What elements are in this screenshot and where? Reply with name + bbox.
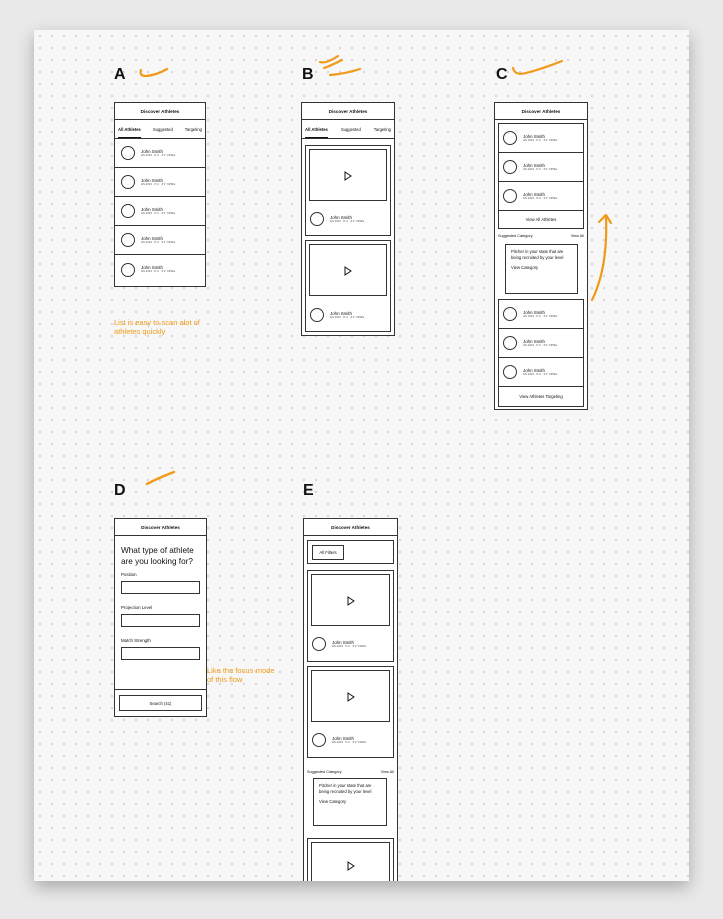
video-thumbnail[interactable] bbox=[311, 842, 390, 881]
athlete-meta: HS 2023 · P-C · 6'1" 195lbs bbox=[141, 152, 176, 157]
screen-title: Discover Athletes bbox=[495, 103, 587, 120]
label-d: D bbox=[114, 482, 126, 499]
athlete-name: John Smith bbox=[332, 639, 354, 645]
play-icon bbox=[346, 692, 356, 702]
athlete-name: John Smith bbox=[141, 265, 163, 271]
avatar bbox=[312, 733, 326, 747]
match-strength-field[interactable] bbox=[121, 647, 200, 660]
athlete-meta: HS 2023 · P-C · 6'1" 195lbs bbox=[141, 210, 176, 215]
video-thumbnail[interactable] bbox=[309, 149, 387, 201]
athlete-row[interactable] bbox=[115, 255, 205, 284]
athlete-meta: HS 2023 · P-C · 6'1" 195lbs bbox=[523, 166, 558, 171]
athlete-name: John Smith bbox=[523, 309, 545, 315]
athlete-video-card[interactable] bbox=[305, 145, 391, 236]
athlete-name: John Smith bbox=[523, 191, 545, 197]
avatar bbox=[121, 146, 135, 160]
athlete-row[interactable] bbox=[306, 300, 364, 330]
athlete-row[interactable] bbox=[499, 124, 583, 153]
suggested-category-card[interactable] bbox=[505, 244, 578, 294]
suggested-header bbox=[496, 234, 586, 238]
athlete-row[interactable] bbox=[308, 725, 366, 755]
athlete-meta: HS 2023 · P-C · 6'1" 195lbs bbox=[523, 195, 558, 200]
tab-suggested[interactable]: Suggested bbox=[152, 126, 173, 132]
avatar bbox=[121, 233, 135, 247]
filter-bar bbox=[307, 540, 394, 564]
athlete-name: John Smith bbox=[141, 206, 163, 212]
wireframe-b bbox=[301, 102, 395, 336]
athlete-name: John Smith bbox=[330, 214, 352, 220]
view-all-link[interactable]: View All bbox=[380, 770, 394, 774]
athlete-meta: HS 2023 · P-C · 6'1" 195lbs bbox=[523, 137, 558, 142]
athlete-name: John Smith bbox=[330, 310, 352, 316]
targeting-list-card bbox=[498, 299, 584, 407]
athlete-meta: HS 2023 · P-C · 6'1" 195lbs bbox=[141, 269, 176, 274]
search-button[interactable]: Search (41) bbox=[119, 695, 202, 711]
tab-all-athletes[interactable]: All Athletes bbox=[305, 120, 328, 138]
label-a: A bbox=[114, 66, 126, 83]
avatar bbox=[503, 131, 517, 145]
suggested-category-heading: Suggested Category bbox=[307, 770, 342, 774]
checkmark-c bbox=[510, 58, 570, 82]
wireframe-a bbox=[114, 102, 206, 287]
category-description: Pitcher in your state that are being recruited by your level bbox=[319, 783, 372, 794]
tab-suggested[interactable]: Suggested bbox=[340, 126, 361, 132]
checkmark-a bbox=[137, 66, 177, 82]
athlete-row[interactable] bbox=[499, 153, 583, 182]
view-category-link[interactable]: View Category bbox=[319, 799, 347, 804]
athlete-meta: HS 2023 · P-C · 6'1" 195lbs bbox=[523, 313, 558, 318]
tab-bar bbox=[115, 120, 205, 139]
avatar bbox=[310, 308, 324, 322]
position-field[interactable] bbox=[121, 581, 200, 594]
note-d: Like the focus-mode of this flow bbox=[207, 666, 275, 684]
athlete-meta: HS 2023 · P-C · 6'1" 195lbs bbox=[332, 643, 367, 648]
match-strength-label: Match Strength bbox=[121, 638, 151, 643]
wireframe-e bbox=[303, 518, 398, 881]
athlete-name: John Smith bbox=[523, 162, 545, 168]
avatar bbox=[312, 637, 326, 651]
athlete-row[interactable] bbox=[306, 204, 364, 234]
tab-bar bbox=[302, 120, 394, 139]
athlete-video-card[interactable] bbox=[307, 838, 394, 881]
tab-all-athletes[interactable]: All Athletes bbox=[118, 120, 141, 138]
avatar bbox=[503, 365, 517, 379]
reorder-arrow bbox=[586, 208, 616, 308]
checkmark-b bbox=[316, 50, 376, 80]
form-footer bbox=[115, 689, 206, 716]
view-all-link[interactable]: View All bbox=[570, 234, 584, 238]
play-icon bbox=[346, 861, 356, 871]
avatar bbox=[121, 175, 135, 189]
category-description: Pitcher in your state that are being recruited by your level bbox=[511, 249, 564, 260]
athlete-meta: HS 2023 · P-C · 6'1" 195lbs bbox=[330, 218, 365, 223]
label-c: C bbox=[496, 66, 508, 83]
video-thumbnail[interactable] bbox=[309, 244, 387, 296]
view-category-link[interactable]: View Category bbox=[511, 265, 539, 270]
avatar bbox=[503, 336, 517, 350]
view-athletes-targeting-button[interactable]: View Athletes Targeting bbox=[519, 393, 563, 399]
note-a: List is easy to scan alot of athletes quickly bbox=[114, 318, 200, 336]
wireframe-c bbox=[494, 102, 588, 410]
athlete-row[interactable] bbox=[499, 300, 583, 329]
athlete-video-card[interactable] bbox=[307, 666, 394, 758]
athlete-meta: HS 2023 · P-C · 6'1" 195lbs bbox=[523, 342, 558, 347]
play-icon bbox=[346, 596, 356, 606]
avatar bbox=[121, 263, 135, 277]
video-thumbnail[interactable] bbox=[311, 670, 390, 722]
play-icon bbox=[343, 171, 353, 181]
checkmark-d bbox=[144, 468, 184, 488]
athlete-name: John Smith bbox=[141, 177, 163, 183]
screen-title: Discover Athletes bbox=[304, 519, 397, 536]
athlete-meta: HS 2023 · P-C · 6'1" 195lbs bbox=[141, 239, 176, 244]
athlete-meta: HS 2023 · P-C · 6'1" 195lbs bbox=[141, 181, 176, 186]
athlete-name: John Smith bbox=[141, 148, 163, 154]
all-filters-button[interactable]: All Filters bbox=[312, 545, 344, 560]
video-thumbnail[interactable] bbox=[311, 574, 390, 626]
canvas-board bbox=[34, 30, 689, 881]
athlete-meta: HS 2023 · P-C · 6'1" 195lbs bbox=[332, 739, 367, 744]
athlete-video-card[interactable] bbox=[307, 570, 394, 662]
avatar bbox=[503, 307, 517, 321]
avatar bbox=[503, 189, 517, 203]
label-b: B bbox=[302, 66, 314, 83]
projection-level-field[interactable] bbox=[121, 614, 200, 627]
athlete-row[interactable] bbox=[308, 629, 366, 659]
form-question: What type of athlete are you looking for? bbox=[121, 546, 194, 566]
avatar bbox=[310, 212, 324, 226]
athlete-list-card bbox=[498, 123, 584, 229]
view-all-athletes-button[interactable]: View All Athletes bbox=[525, 217, 557, 222]
athlete-row[interactable] bbox=[115, 197, 205, 226]
athlete-row[interactable] bbox=[499, 358, 583, 387]
athlete-name: John Smith bbox=[523, 367, 545, 373]
athlete-video-card[interactable] bbox=[305, 240, 391, 332]
athlete-row[interactable] bbox=[115, 226, 205, 255]
tab-targeting[interactable]: Targeting bbox=[184, 126, 202, 132]
position-label: Position bbox=[121, 572, 137, 577]
athlete-meta: HS 2023 · P-C · 6'1" 195lbs bbox=[330, 314, 365, 319]
play-icon bbox=[343, 266, 353, 276]
athlete-row[interactable] bbox=[499, 182, 583, 211]
avatar bbox=[503, 160, 517, 174]
athlete-meta: HS 2023 · P-C · 6'1" 195lbs bbox=[523, 371, 558, 376]
athlete-row[interactable] bbox=[499, 329, 583, 358]
wireframe-d bbox=[114, 518, 207, 717]
athlete-name: John Smith bbox=[332, 735, 354, 741]
athlete-name: John Smith bbox=[523, 133, 545, 139]
athlete-name: John Smith bbox=[523, 338, 545, 344]
suggested-category-card[interactable] bbox=[313, 778, 387, 826]
projection-level-label: Projection Level bbox=[121, 605, 153, 610]
screen-title: Discover Athletes bbox=[302, 103, 394, 120]
avatar bbox=[121, 204, 135, 218]
suggested-category-heading: Suggested Category bbox=[498, 234, 533, 238]
athlete-row[interactable] bbox=[115, 168, 205, 197]
screen-title: Discover Athletes bbox=[115, 519, 206, 536]
tab-targeting[interactable]: Targeting bbox=[373, 126, 391, 132]
athlete-row[interactable] bbox=[115, 139, 205, 168]
athlete-name: John Smith bbox=[141, 235, 163, 241]
label-e: E bbox=[303, 482, 314, 499]
screen-title: Discover Athletes bbox=[115, 103, 205, 120]
suggested-header bbox=[305, 770, 396, 774]
